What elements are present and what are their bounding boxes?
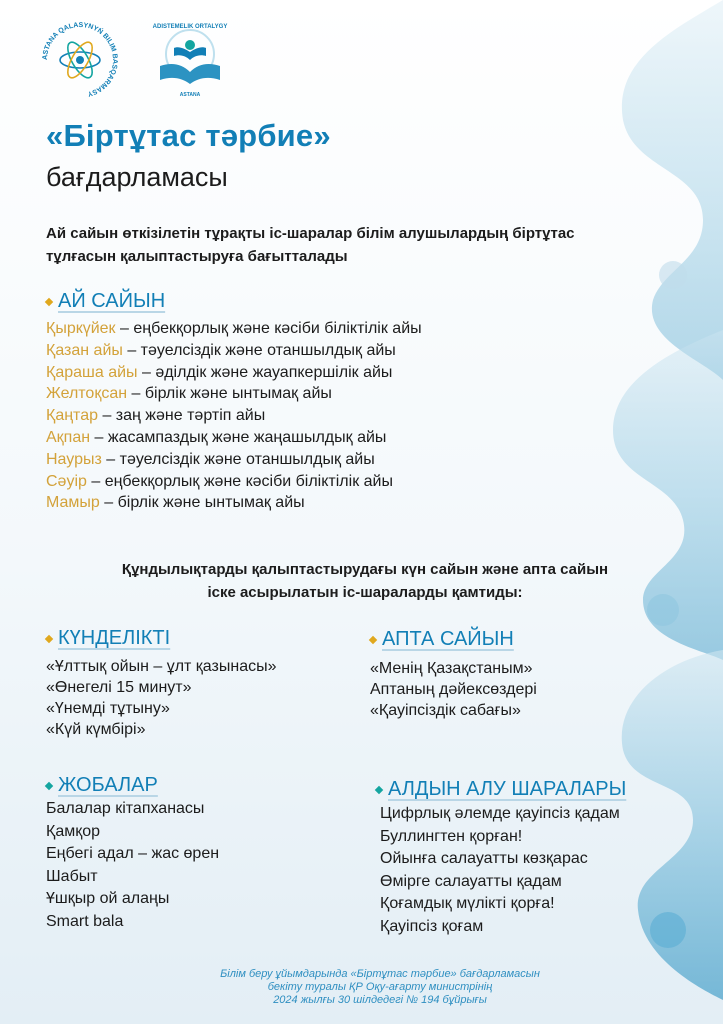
month-name: Желтоқсан [46,385,128,403]
month-name: Сәуір [46,472,87,490]
diamond-bullet-icon [45,781,53,789]
page-title: «Біртұтас тәрбие» [46,118,331,153]
list-item [46,492,422,514]
footer-line: 2024 жылғы 30 шілдедегі № 194 бұйрығы [273,994,487,1006]
prevention-heading-label: АЛДЫН АЛУ ШАРАЛАРЫ [388,778,627,800]
footer-line: Білім беру ұйымдарында «Біртұтас тәрбие» бағдарламасын [220,968,540,980]
daily-list [46,656,277,740]
monthly-heading [46,290,165,313]
list-item: Ойынға салауатты көзқарас [380,850,588,868]
projects-list [46,798,219,934]
list-item [46,405,422,427]
atom-emblem-icon [40,20,120,100]
list-item: Ұшқыр ой алаңы [46,890,170,908]
prevention-heading [376,778,626,801]
diamond-bullet-icon [45,634,53,642]
month-desc: – әділдік және жауапкершілік айы [137,363,393,381]
list-item: Еңбегі адал – жас өрен [46,845,220,863]
list-item: Smart bala [46,912,124,930]
monthly-list [46,318,422,514]
list-item: Қоғамдық мүлікті қорға! [380,895,555,913]
list-item: «Менің Қазақстаным» [370,660,533,677]
list-item: Буллингтен қорған! [380,827,523,845]
list-item [46,383,422,405]
month-name: Қыркүйек [46,320,116,337]
diamond-bullet-icon [369,635,377,643]
list-item: Қауіпсіз қоғам [380,917,484,935]
list-item: Балалар кітапханасы [46,800,205,817]
list-item [46,318,422,340]
list-item: «Өнегелі 15 минут» [46,679,192,696]
month-name: Қараша айы [46,363,138,381]
weekly-list [370,658,537,721]
list-item: Аптаның дәйексөздері [370,681,537,698]
weekly-heading [370,628,514,651]
daily-heading [46,627,170,650]
list-item [46,471,422,493]
list-item: Цифрлық әлемде қауіпсіз қадам [380,805,620,822]
open-book-emblem-icon [140,18,240,102]
logo2-text-top: ADISTEMELIK ORTALYGY [152,24,228,30]
logo1-text: ASTANA QALASYNYŃ BILIM BASQARMASY [41,21,119,98]
logo2-text-bottom: ASTANA [179,92,201,98]
projects-heading [46,774,158,797]
month-desc: – тәуелсіздік және отаншылдық айы [122,341,396,359]
list-item: «Үнемді тұтыну» [46,700,170,717]
month-desc: – еңбекқорлық және кәсіби біліктілік айы [86,472,393,490]
diamond-bullet-icon [375,785,383,793]
month-name: Наурыз [46,450,102,468]
list-item [46,449,422,471]
month-name: Мамыр [46,494,100,512]
month-name: Ақпан [46,428,91,446]
month-desc: – еңбекқорлық және кәсіби біліктілік айы [115,320,422,337]
monthly-heading-label: АЙ САЙЫН [58,290,166,312]
list-item: «Ұлттық ойын – ұлт қазынасы» [46,658,277,675]
daily-heading-label: КҮНДЕЛІКТІ [58,627,171,649]
month-desc: – жасампаздық және жаңашылдық айы [90,428,387,446]
list-item [46,362,422,384]
weekly-heading-label: АПТА САЙЫН [382,628,514,650]
intro-text: Ай сайын өткізілетін тұрақты іс-шаралар білім алушылардың біртұтас тұлғасын қалыптастыруға бағытталады [46,225,575,265]
month-name: Қаңтар [46,407,98,425]
projects-heading-label: ЖОБАЛАР [58,774,158,796]
diamond-bullet-icon [45,297,53,305]
list-item: «Қауіпсіздік сабағы» [370,702,521,719]
mid-text: Құндылықтарды қалыптастырудағы күн сайын және апта сайын іске асырылатын іс-шараларды қамтиды: [121,561,609,601]
list-item [46,427,422,449]
month-desc: – тәуелсіздік және отаншылдық айы [101,450,375,468]
month-name: Қазан айы [46,341,123,359]
logos [40,18,240,102]
list-item: Өмірге салауатты қадам [380,872,562,890]
footer-note [150,968,610,1007]
prevention-list [380,803,620,939]
month-desc: – бірлік және ынтымақ айы [127,385,332,403]
list-item: Қамқор [46,822,101,840]
list-item: «Күй күмбірі» [46,721,146,738]
list-item [46,340,422,362]
footer-line: бекіту туралы ҚР Оқу-ағарту министрінің [267,981,493,993]
page-subtitle: бағдарламасы [46,162,228,192]
month-desc: – бірлік және ынтымақ айы [99,494,305,512]
list-item: Шабыт [46,867,98,885]
month-desc: – заң және тәртіп айы [98,407,266,425]
